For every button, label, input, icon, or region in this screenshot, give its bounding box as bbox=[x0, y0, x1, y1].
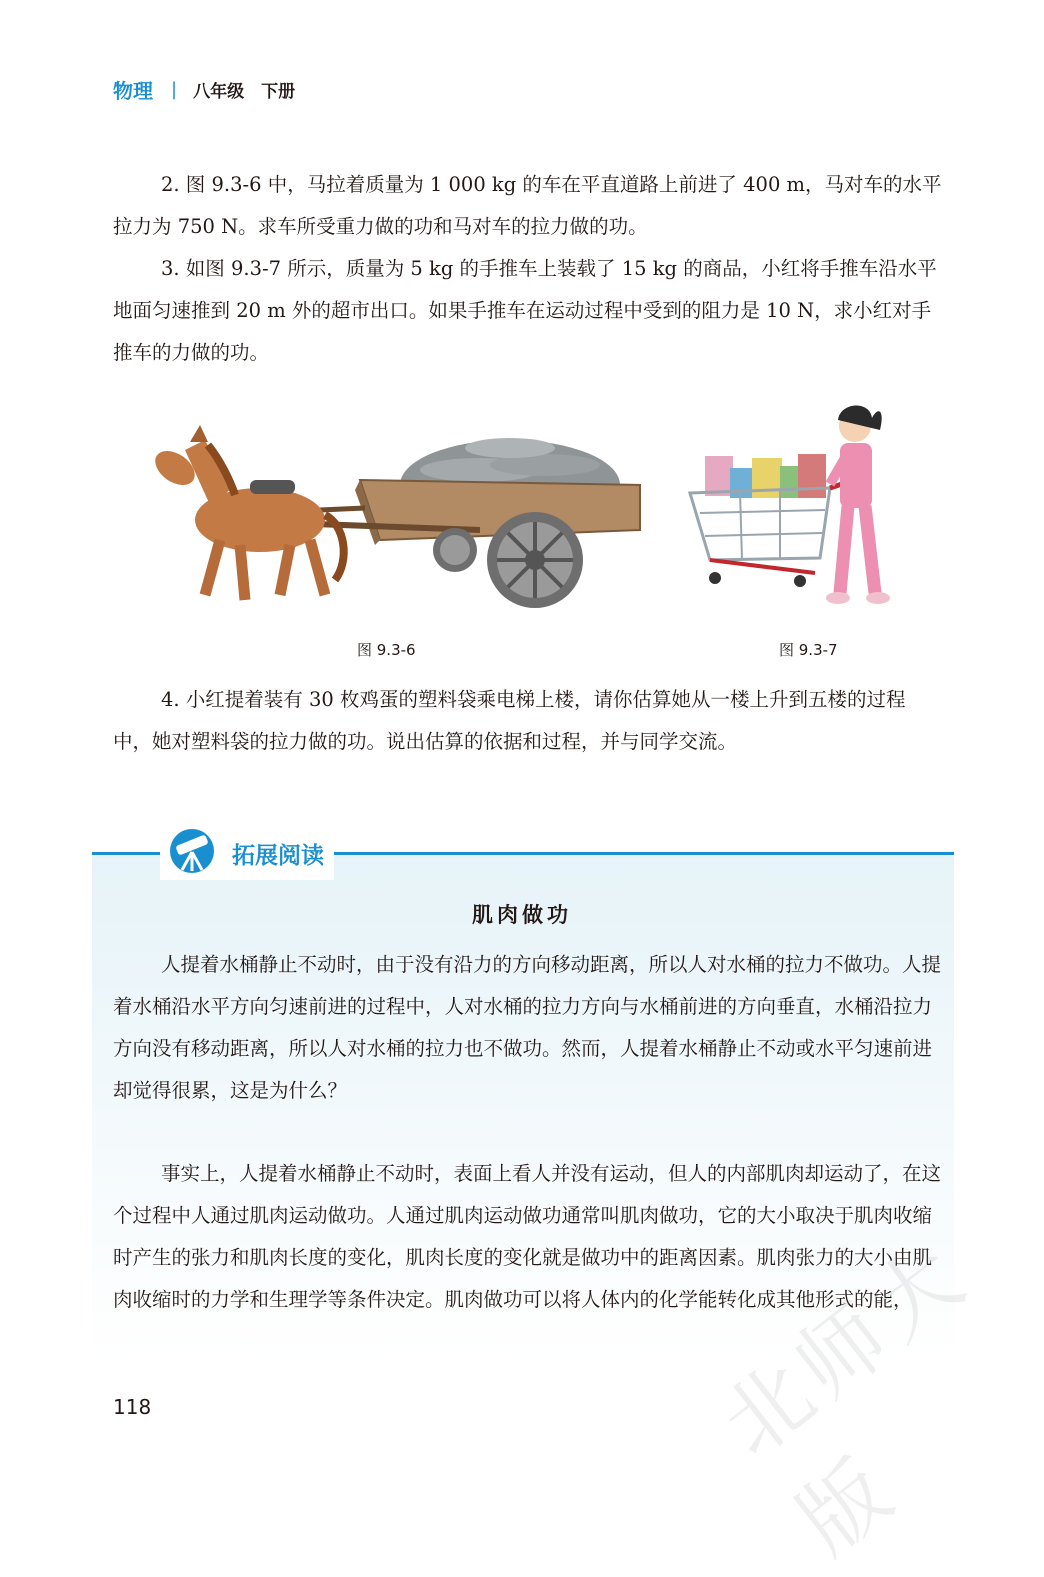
problem-3: 3. 如图 9.3-7 所示，质量为 5 kg 的手推车上装载了 15 kg 的商品，小红将手推车沿水平地面匀速推到 20 m 外的超市出口。如果手推车在运动过程中受到的阻力是 10 N，求小红对手推车的力做的功。 bbox=[113, 257, 937, 364]
publisher-watermark: 北师大版 bbox=[703, 1223, 988, 1574]
reading-paragraph-2: 事实上，人提着水桶静止不动时，表面上看人并没有运动，但人的内部肌肉却运动了，在这个过程中人通过肌肉运动做功。人通过肌肉运动做功通常叫肌肉做功，它的大小取决于肌肉收缩时产生的张力和肌肉长度的变化，肌肉长度的变化就是做功中的距离因素。肌肉张力的大小由肌肉收缩时的力学和生理学等条件决定。肌肉做功可以将人体内的化学能转化成其他形式的能， bbox=[113, 1162, 942, 1311]
figure-caption-9-3-6: 图 9.3-6 bbox=[357, 641, 416, 659]
shopping-cart-illustration bbox=[680, 388, 910, 610]
problem-4: 4. 小红提着装有 30 枚鸡蛋的塑料袋乘电梯上楼，请你估算她从一楼上升到五楼的过程中，她对塑料袋的拉力做的功。说出估算的依据和过程，并与同学交流。 bbox=[113, 688, 906, 753]
page-number: 118 bbox=[113, 1395, 152, 1419]
subject-label: 物理 bbox=[113, 78, 153, 103]
article-title: 肌肉做功 bbox=[472, 903, 572, 927]
reading-paragraph-1: 人提着水桶静止不动时，由于没有沿力的方向移动距离，所以人对水桶的拉力不做功。人提着水桶沿水平方向匀速前进的过程中，人对水桶的拉力方向与水桶前进的方向垂直，水桶沿拉力方向没有移动距离，所以人对水桶的拉力也不做功。然而，人提着水桶静止不动或水平匀速前进却觉得很累，这是为什么？ bbox=[113, 953, 942, 1102]
horse-cart-illustration bbox=[150, 410, 650, 610]
header-separator: | bbox=[171, 78, 178, 100]
figure-caption-9-3-7: 图 9.3-7 bbox=[779, 641, 838, 659]
extended-reading-heading bbox=[160, 826, 334, 880]
telescope-icon bbox=[166, 826, 224, 880]
problem-2: 2. 图 9.3-6 中，马拉着质量为 1 000 kg 的车在平直道路上前进了 400 m，马对车的水平拉力为 750 N。求车所受重力做的功和马对车的拉力做的功。 bbox=[113, 173, 942, 238]
grade-label: 八年级 下册 bbox=[193, 81, 296, 102]
page-header bbox=[113, 74, 295, 104]
extended-reading-title: 拓展阅读 bbox=[232, 842, 324, 869]
